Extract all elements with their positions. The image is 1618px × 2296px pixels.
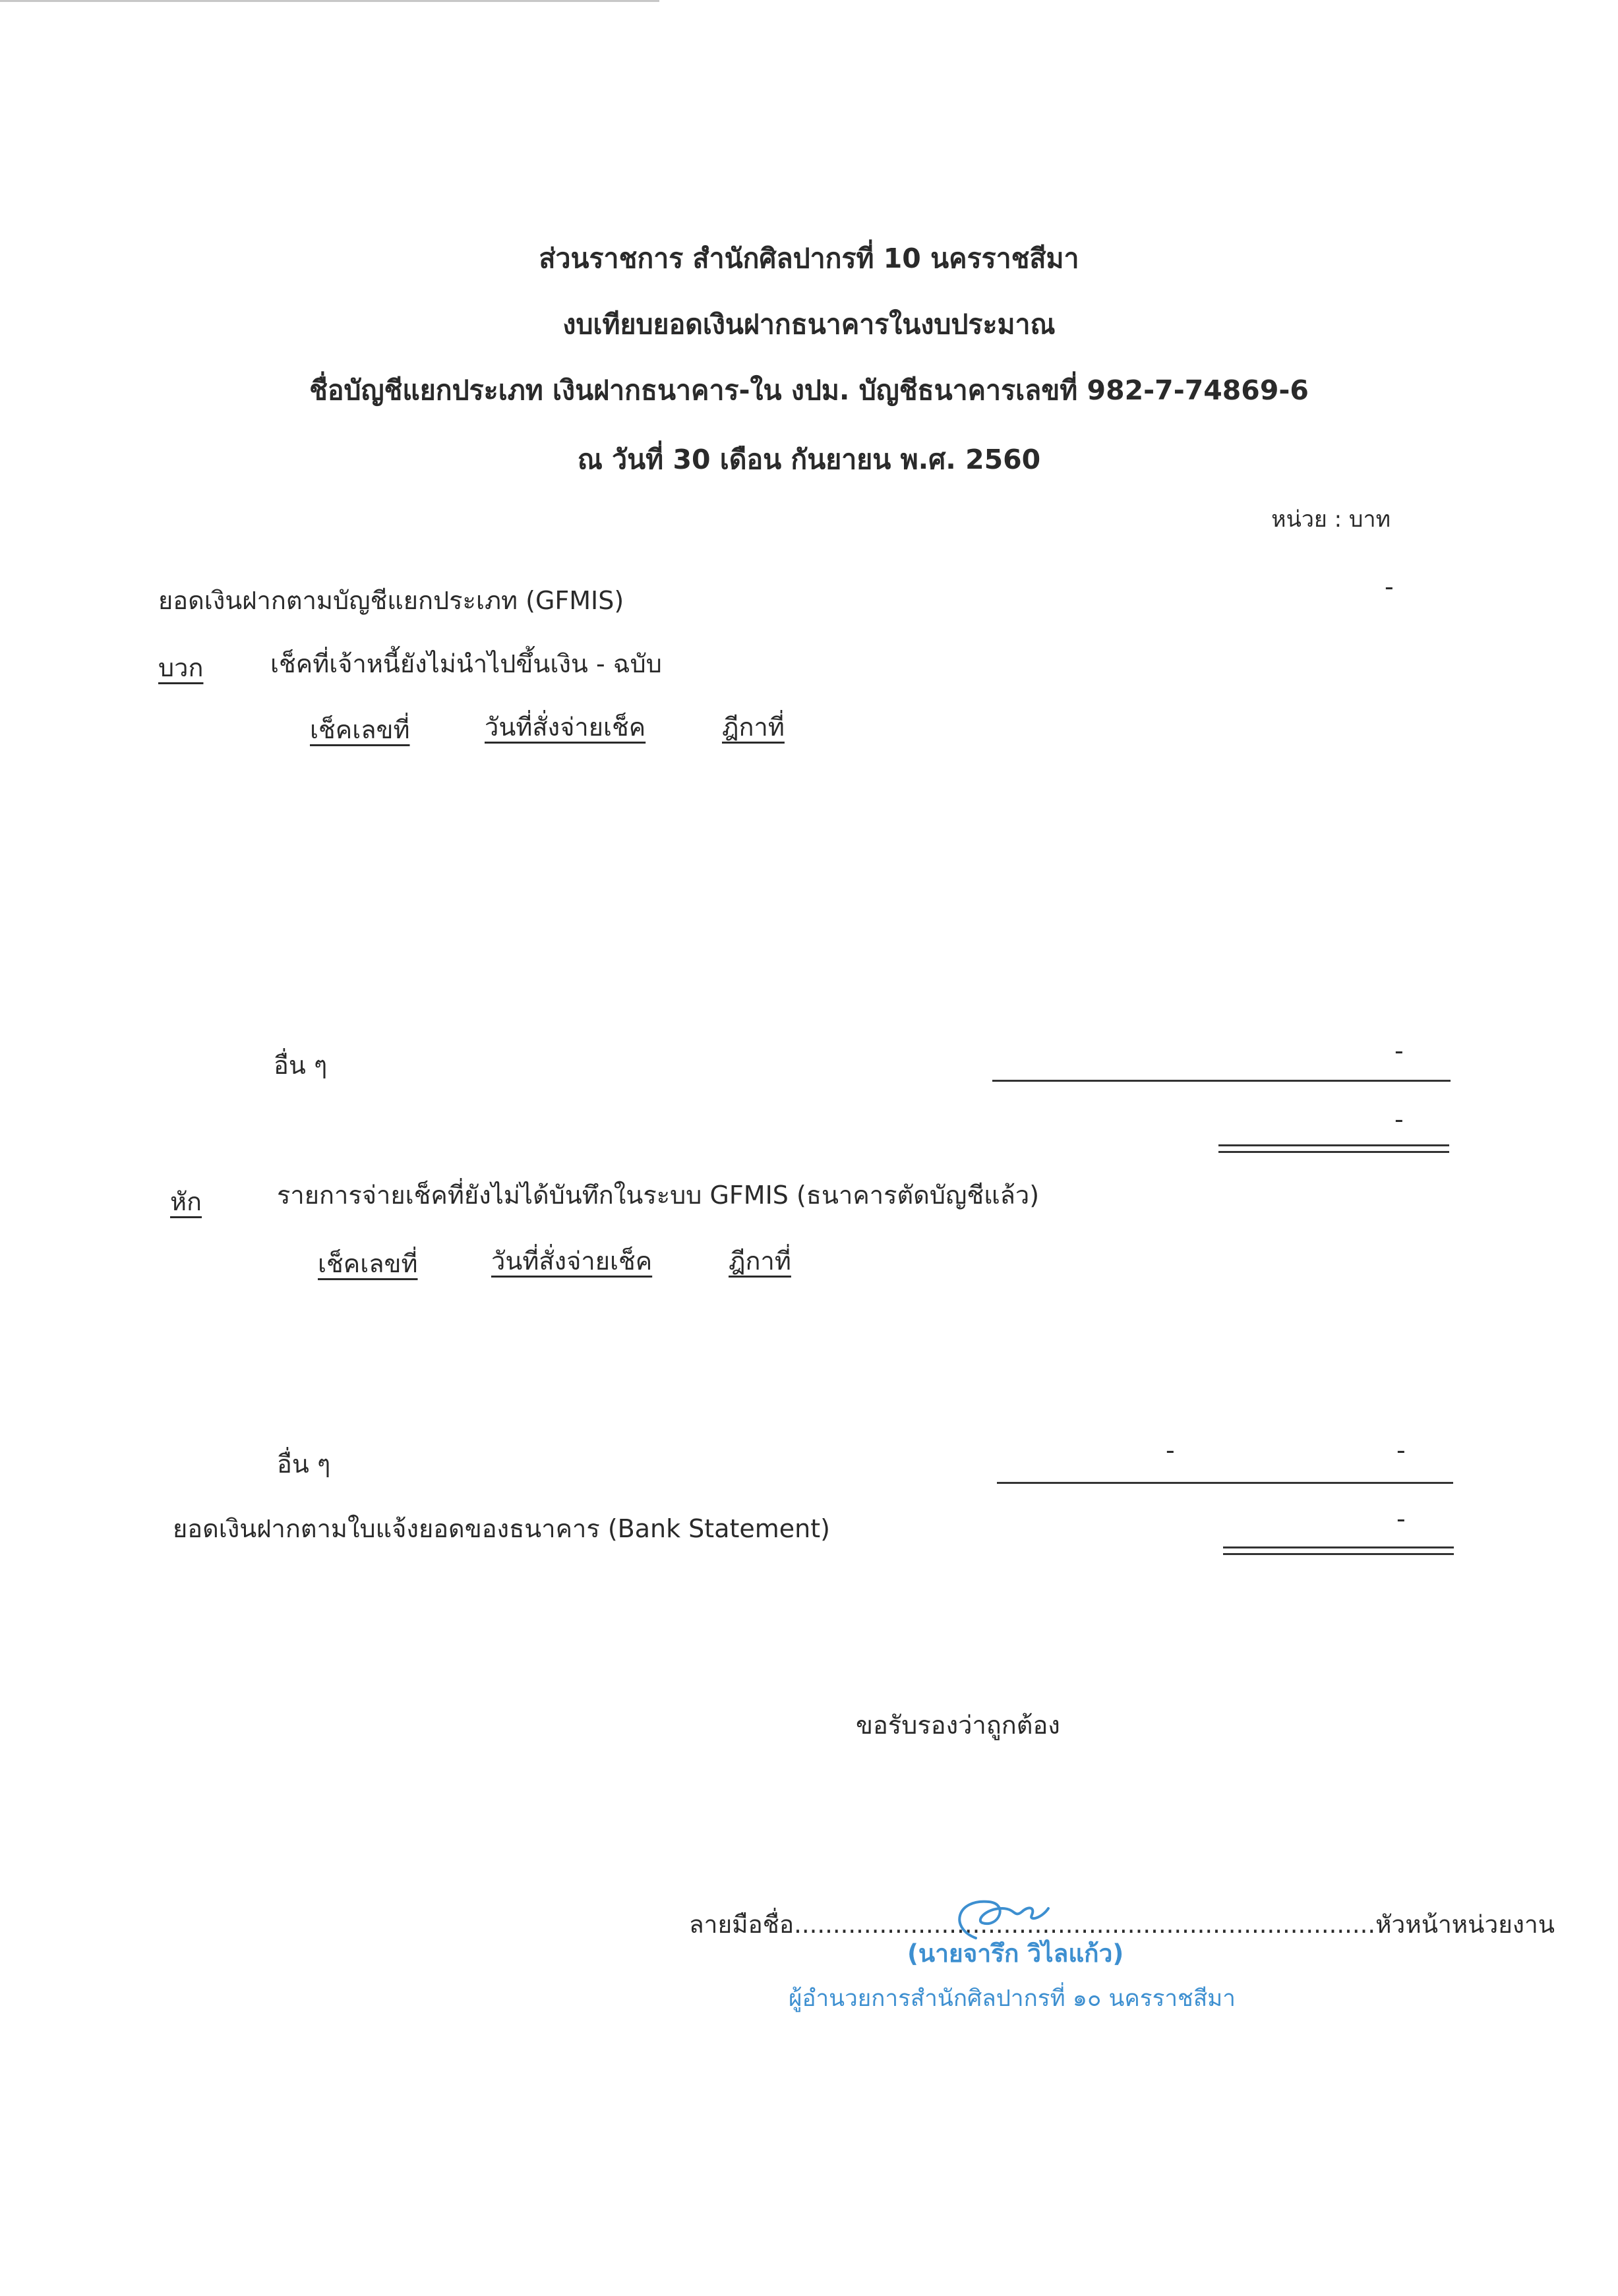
add-description: เช็คที่เจ้าหนี้ยังไม่นำไปขึ้นเงิน - ฉบับ <box>270 649 662 678</box>
stamp-name: (นายจารึก วิไลแก้ว) <box>907 1939 1124 1968</box>
add-col-voucher-no: ฎีกาที่ <box>722 713 785 742</box>
deduct-col-voucher-no: ฎีกาที่ <box>729 1247 791 1276</box>
add-other-amount: - <box>1394 1036 1404 1065</box>
bank-statement-amount: - <box>1396 1504 1406 1533</box>
header-account: ชื่อบัญชีแยกประเภท เงินฝากธนาคาร-ใน งปม. บัญชีธนาคารเลขที่ 982-7-74869-6 <box>309 374 1309 406</box>
deduct-other-amount-right: - <box>1396 1436 1406 1465</box>
gl-balance-label: ยอดเงินฝากตามบัญชีแยกประเภท (GFMIS) <box>158 586 624 615</box>
bank-double-line-bottom <box>1223 1553 1454 1555</box>
bank-double-line-top <box>1223 1546 1454 1548</box>
add-subtotal-line <box>992 1080 1451 1082</box>
add-double-line-bottom <box>1218 1151 1449 1153</box>
gl-balance-amount: - <box>1385 572 1394 601</box>
signature-dots: ........................................................................... <box>794 1910 1376 1939</box>
add-double-line-top <box>1218 1144 1449 1146</box>
deduct-subtotal-line <box>997 1482 1453 1484</box>
signature-prefix: ลายมือชื่อ <box>689 1910 794 1939</box>
add-total-amount: - <box>1394 1105 1404 1134</box>
header-date: ณ วันที่ 30 เดือน กันยายน พ.ศ. 2560 <box>577 444 1041 475</box>
deduct-col-cheque-no: เช็คเลขที่ <box>318 1249 418 1278</box>
add-col-cheque-date: วันที่สั่งจ่ายเช็ค <box>485 713 646 742</box>
add-col-cheque-no: เช็คเลขที่ <box>310 715 410 744</box>
add-other-label: อื่น ๆ <box>274 1051 328 1080</box>
deduct-other-label: อื่น ๆ <box>277 1450 331 1479</box>
add-label: บวก <box>158 653 204 682</box>
deduct-label: หัก <box>170 1187 202 1216</box>
deduct-col-cheque-date: วันที่สั่งจ่ายเช็ค <box>491 1247 653 1276</box>
bank-statement-label: ยอดเงินฝากตามใบแจ้งยอดของธนาคาร (Bank Statement) <box>173 1514 830 1543</box>
header-agency: ส่วนราชการ สำนักศิลปากรที่ 10 นครราชสีมา <box>539 243 1079 274</box>
signature-suffix: หัวหน้าหน่วยงาน <box>1375 1910 1555 1939</box>
deduct-other-amount-left: - <box>1166 1436 1175 1465</box>
scan-edge-mark <box>0 0 659 2</box>
deduct-description: รายการจ่ายเช็คที่ยังไม่ได้บันทึกในระบบ GFMIS (ธนาคารตัดบัญชีแล้ว) <box>277 1181 1040 1210</box>
header-report-title: งบเทียบยอดเงินฝากธนาคารในงบประมาณ <box>562 309 1056 340</box>
stamp-position: ผู้อำนวยการสำนักศิลปากรที่ ๑๐ นครราชสีมา <box>789 1986 1236 2012</box>
certification-text: ขอรับรองว่าถูกต้อง <box>856 1711 1060 1740</box>
unit-label: หน่วย : บาท <box>1271 506 1391 533</box>
